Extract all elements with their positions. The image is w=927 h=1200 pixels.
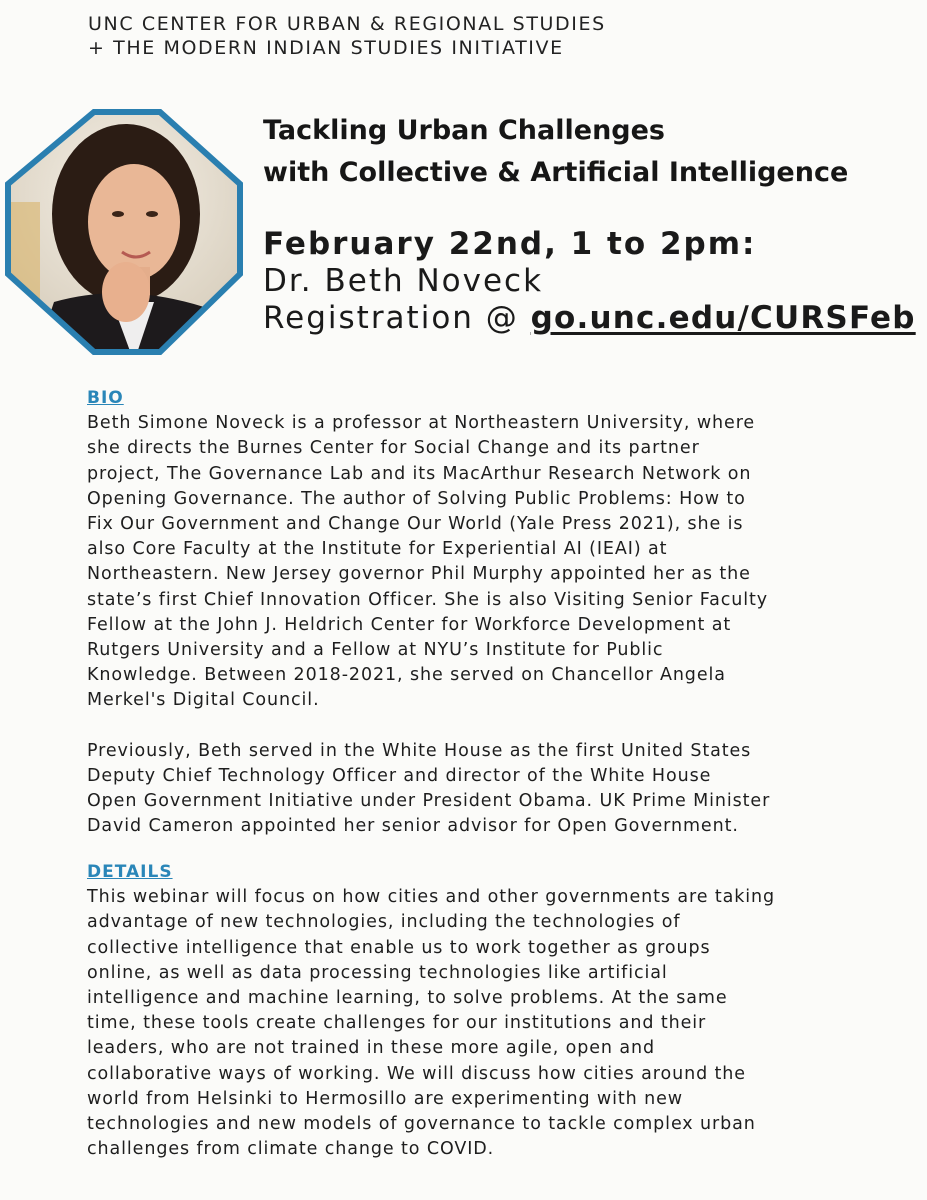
text-line: collaborative ways of working. We will discuss how cities around the — [87, 1063, 746, 1084]
text-line: challenges from climate change to COVID. — [87, 1139, 495, 1160]
text-line: time, these tools create challenges for our institutions and their — [87, 1013, 707, 1034]
organizer-line-2: + THE MODERN INDIAN STUDIES INITIATIVE — [88, 37, 564, 59]
event-title-line-2: with Collective & Artificial Intelligence — [263, 157, 849, 188]
text-line: Deputy Chief Technology Officer and director of the White House — [87, 765, 712, 786]
text-line: Merkel's Digital Council. — [87, 690, 320, 711]
text-line: state’s first Chief Innovation Officer. She is also Visiting Senior Faculty — [87, 589, 768, 610]
text-line: leaders, who are not trained in these more agile, open and — [87, 1038, 655, 1059]
organizer-line-1: UNC CENTER FOR URBAN & REGIONAL STUDIES — [88, 13, 606, 35]
bio-paragraph-2 — [87, 739, 887, 840]
text-line: Opening Governance. The author of Solving Public Problems: How to — [87, 488, 746, 509]
bio-paragraph-1 — [87, 411, 887, 713]
text-line: David Cameron appointed her senior advisor for Open Government. — [87, 816, 739, 837]
text-line: technologies and new models of governance to tackle complex urban — [87, 1114, 756, 1135]
text-line: Knowledge. Between 2018-2021, she served on Chancellor Angela — [87, 665, 726, 686]
registration-link[interactable]: go.unc.edu/CURSFeb — [530, 300, 916, 336]
event-date: February 22nd, 1 to 2pm: — [263, 226, 757, 262]
text-line: This webinar will focus on how cities and other governments are taking — [87, 887, 776, 908]
text-line: Rutgers University and a Fellow at NYU’s Institute for Public — [87, 640, 664, 661]
text-line: project, The Governance Lab and its MacArthur Research Network on — [87, 463, 752, 484]
text-line: online, as well as data processing technologies like artificial — [87, 962, 668, 983]
bio-heading: BIO — [87, 388, 124, 408]
text-line: Fix Our Government and Change Our World (Yale Press 2021), she is — [87, 514, 744, 535]
text-line: advantage of new technologies, including the technologies of — [87, 912, 681, 933]
text-line: world from Helsinki to Hermosillo are experimenting with new — [87, 1088, 683, 1109]
details-heading: DETAILS — [87, 862, 173, 882]
text-line: Open Government Initiative under President Obama. UK Prime Minister — [87, 791, 771, 812]
speaker-photo — [0, 102, 250, 362]
registration-prefix: Registration @ — [263, 300, 531, 336]
bio-section — [87, 386, 887, 839]
text-line: Beth Simone Noveck is a professor at Northeastern University, where — [87, 413, 756, 434]
event-info — [263, 226, 916, 337]
text-line: also Core Faculty at the Institute for Experiential AI (IEAI) at — [87, 539, 668, 560]
text-line: Fellow at the John J. Heldrich Center for Workforce Development at — [87, 614, 732, 635]
event-title-line-1: Tackling Urban Challenges — [263, 115, 665, 146]
organizer-header — [88, 12, 606, 60]
text-line: Northeastern. New Jersey governor Phil Murphy appointed her as the — [87, 564, 751, 585]
event-registration — [263, 300, 916, 337]
event-speaker: Dr. Beth Noveck — [263, 263, 544, 299]
details-paragraph — [87, 885, 887, 1162]
text-line: she directs the Burnes Center for Social Change and its partner — [87, 438, 700, 459]
text-line: collective intelligence that enable us to work together as groups — [87, 937, 711, 958]
text-line: intelligence and machine learning, to solve problems. At the same — [87, 988, 728, 1009]
event-title — [263, 110, 848, 194]
text-line: Previously, Beth served in the White House as the first United States — [87, 740, 752, 761]
details-section — [87, 860, 887, 1162]
